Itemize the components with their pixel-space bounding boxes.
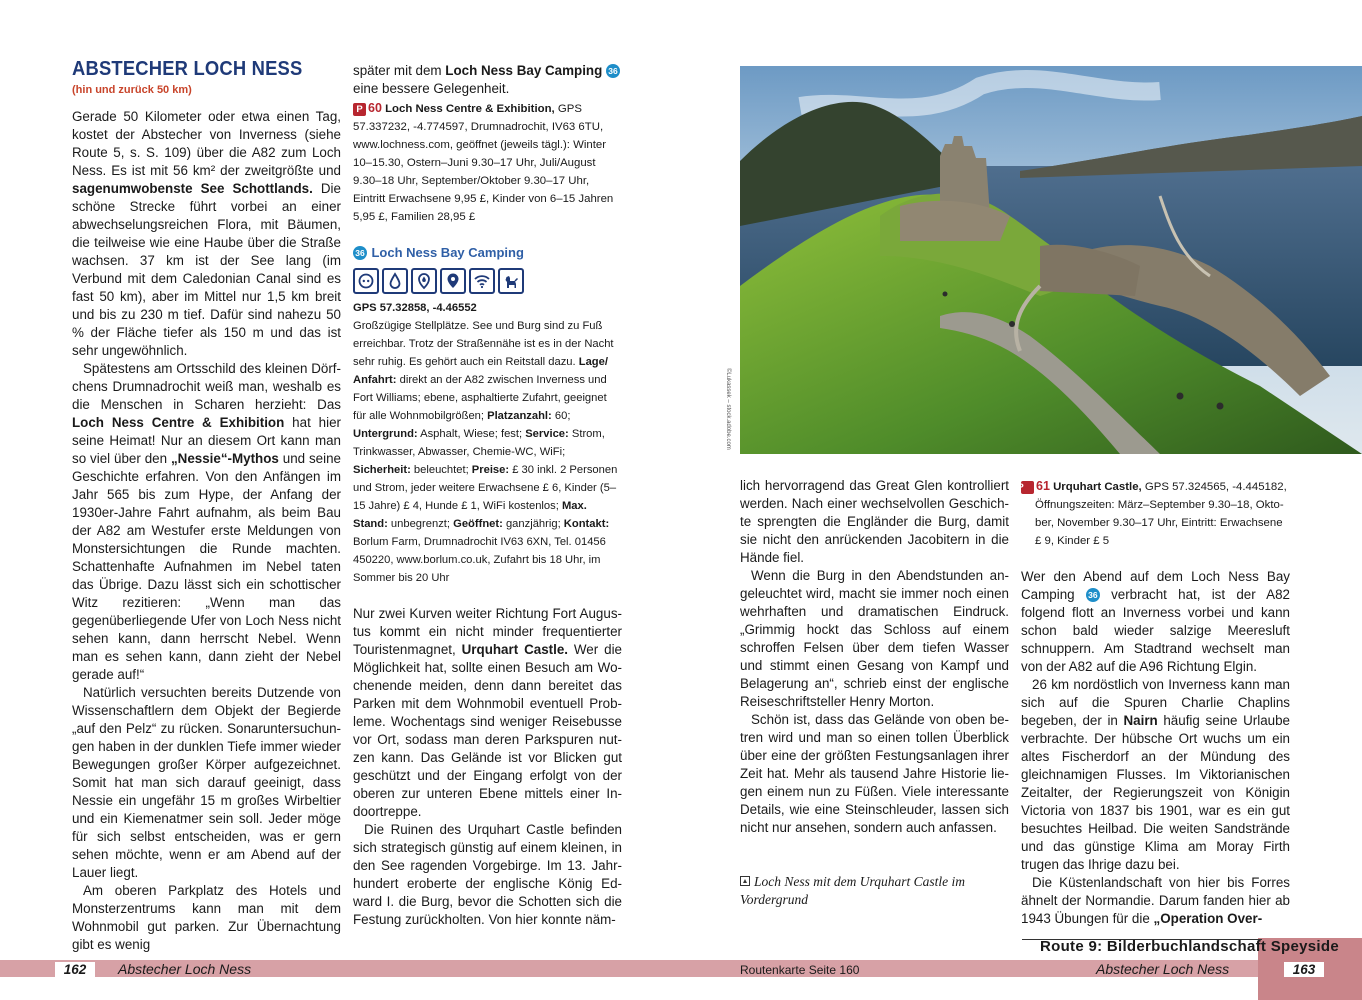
poi-number: 60 xyxy=(368,101,382,115)
photo-caption xyxy=(740,873,980,909)
field-label: Preise: xyxy=(471,464,510,476)
text-run: Wer den Abend auf dem Loch Ness Bay Camping xyxy=(1021,569,1290,602)
bold-text: „Nessie“-Mythos xyxy=(170,451,279,466)
amenity-icons xyxy=(353,268,622,294)
poi-number: 61 xyxy=(1036,479,1050,493)
parking-marker-icon: P xyxy=(1021,481,1034,494)
paragraph xyxy=(1021,676,1290,874)
paragraph: Die Ruinen des Urquhart Castle befinden sich strategisch günstig auf einem kleinen, in den See ragenden Vorgebirge. Im 13. Jahrhundert eroberte der englische König Edward I. die Burg, bevor die Schotten sich die Festung zurückholten. Von hier konnte näm- xyxy=(353,822,622,927)
dog-icon xyxy=(498,268,524,294)
poi-entry-60 xyxy=(353,99,622,226)
field-value: beleuchtet; xyxy=(410,464,472,476)
right-column-1 xyxy=(740,477,1009,837)
field-label: Kontakt: xyxy=(563,518,610,530)
campsite-title: Loch Ness Bay Camping xyxy=(371,245,524,260)
water-icon xyxy=(382,268,408,294)
page-number-left: 162 xyxy=(55,962,95,977)
poi-name: Loch Ness Centre & Exhibition, xyxy=(385,103,555,115)
bold-text: Nairn xyxy=(1123,713,1158,728)
campsite-number-badge: 36 xyxy=(353,246,367,260)
text-run: Spätestens am Ortsschild des kleinen Dörfchens Drumnadrochit weiß man, weshalb es die Menschen in Scharen herzieht: Das xyxy=(72,361,341,412)
caption-arrow-icon xyxy=(740,876,750,886)
text-run: Großzügige Stellplätze. See und Burg sind zu Fuß erreichbar. Trotz der Straßennähe ist es in der Nacht sehr ruhig. Es gehört auch ein Reitstall dazu. xyxy=(353,320,614,368)
column-text xyxy=(1021,568,1290,928)
field-label: Lage/ Anfahrt: xyxy=(353,356,608,386)
text-run: verbracht hat, ist der A82 folgend flott an Inverness vorbei und kann schon bald wieder salzige Meeresluft schnuppern. Am Stadtrand wechselt man von der A82 auf die A96 Richtung Elgin. xyxy=(1021,587,1290,674)
field-label: Geöffnet: xyxy=(453,518,503,530)
campsite-box xyxy=(353,244,622,587)
section-title: ABSTECHER LOCH NESS xyxy=(72,58,303,80)
text-run: Wer die Möglichkeit hat, sollte einen Besuch am Wochenende meiden, denn dann bereitet das Parken mit dem Wohnmobil eventuell Probleme. Wochentags sind weniger Reisebusse vor Ort, sodass man deren Parkspuren nutzen kann. Das Gelände ist vor Blicken gut geschützt und der Eingang erfolgt von der oberen zur unteren Ebene mittels einer Indoortreppe. xyxy=(353,642,622,819)
paragraph xyxy=(72,360,341,684)
column-bottom-text xyxy=(353,605,622,929)
paragraph xyxy=(1021,568,1290,676)
urquhart-castle-photo xyxy=(740,66,1362,454)
field-value: 60; xyxy=(551,410,571,422)
left-column-2 xyxy=(353,62,622,929)
bold-text: „Operation Over- xyxy=(1153,911,1263,926)
campsite-heading xyxy=(353,244,622,262)
paragraph: Natürlich versuchten bereits Dutzende von Wissenschaftlern dem Objekt der Begierde „auf den Pelz“ zu rücken. Sonaruntersuchungen haben in der dunklen Tiefe immer wieder Bewegungen großer Körper aufgezeichnet. Somit hat man sich darauf geeinigt, dass Nessie ein ungefähr 15 m großes Wirbeltier und ein Kiemenatmer sein soll. Jeder möge für sich selbst entscheiden, was er gern sehen möchte, wenn er am Abend auf der Lauer liegt. xyxy=(72,685,341,880)
footer-route-map-ref: Routenkarte Seite 160 xyxy=(740,963,860,977)
wifi-icon xyxy=(469,268,495,294)
paragraph: lich hervorragend das Great Glen kontrolliert werden. Nach einer wechselvollen Geschichte sprengten die Engländer die Burg, damit sie nicht den anrückenden Jacobitern in die Hände fiel. xyxy=(740,478,1009,565)
route-label: Route 9: Bilderbuchlandschaft Speyside xyxy=(1040,938,1339,955)
poi-entry-61 xyxy=(1017,477,1290,550)
campsite-gps: GPS 57.32858, -4.46552 xyxy=(353,302,477,314)
text-run: und seine Geschichte erfahren. Von den Anfängen im Jahr 565 bis zum Hype, der Anfang der 1930er-Jahre Fahrt aufnahm, als beim Bau der A82 am Westufer erste Meldungen von Monstersichtungen die Runde machten. Schattenhafte Aufnahmen im Nebel taten das Übrige. Dazu lässt sich ein schottischer Witz rezitieren: „Wenn man das gegenüberliegende Ufer von Loch Ness nicht sehen kann, dann herrscht Nebel. Wenn man es sehen kann, dann zieht der Nebel gerade auf!“ xyxy=(72,451,341,682)
field-value: unbegrenzt; xyxy=(387,518,454,530)
text-run: eine bessere Gelegenheit. xyxy=(353,81,510,96)
text-run: Gerade 50 Kilometer oder etwa einen Tag, kostet der Abstecher von Inverness (siehe Route 5, s. S. 109) über die A82 zum Loch Ness. Es ist mit 56 km² der zweitgrößte und xyxy=(72,109,341,178)
field-value: Asphalt, Wiese; fest; xyxy=(417,428,526,440)
campsite-details xyxy=(353,299,622,587)
text-run: Die schöne Strecke führt vorbei an einer abwechselungsreichen Flora, mit Bäumen, die teilweise wie eine Haube über die Straße wachsen. 37 km ist der See lang (im Verbund mit dem Caledonian Canal sind es fast 50 km), aber im Mittel nur 1,5 km breit und bis zu 230 m tief. Dafür sind nahezu 50 % der Fläche tiefer als 150 m und das ist sehr ungewöhnlich. xyxy=(72,181,341,358)
field-value: £ 30 inkl. 2 Personen und Strom, jeder weitere Erwachsene £ 6, Kinder (5–15 Jahre) £ 4, Hunde £ 1, WiFi kostenlos; xyxy=(353,464,618,512)
location-pin-icon xyxy=(440,268,466,294)
photo-credit: ©Lukassek – stock.adobe.com xyxy=(725,368,731,450)
campsite-number-badge: 36 xyxy=(1086,588,1100,602)
poi-details: GPS 57.324565, -4.445182, Öffnungszeiten: März–September 9.30–18, Oktober, November 9.30–17 Uhr, Eintritt: Erwachsene £ 9, Kinder £ 5 xyxy=(1035,481,1287,547)
field-value: Borlum Farm, Drumnadrochit IV63 6XN, Tel. 01456 450220, www.borlum.co.uk, Zufahrt bis 18 Uhr, im Sommer bis 20 Uhr xyxy=(353,536,606,584)
footer-section-right: Abstecher Loch Ness xyxy=(1096,961,1230,977)
field-label: Untergrund: xyxy=(353,428,418,440)
column-top-text xyxy=(353,62,622,98)
text-run: hat hier seine Heimat! Nur an diesem Ort kann man so viel über den xyxy=(72,415,341,466)
field-value: direkt an der A82 zwischen Inverness und Fort Williams; ebene, asphaltierte Zufahrt, geeignet für alle Wohnmobilgrößen; xyxy=(353,374,607,422)
bold-text: Urquhart Castle. xyxy=(461,642,568,657)
paragraph xyxy=(1021,874,1290,928)
power-icon xyxy=(353,268,379,294)
field-label: Platzanzahl: xyxy=(487,410,552,422)
paragraph xyxy=(353,605,622,821)
field-label: Sicherheit: xyxy=(353,464,411,476)
field-value: ganzjährig; xyxy=(502,518,564,530)
text-run: Nur zwei Kurven weiter Richtung Fort Augustus kommt ein nicht minder frequentierter Touristenmagnet, xyxy=(353,606,622,657)
paragraph: Wenn die Burg in den Abendstunden angeleuchtet wird, macht sie immer noch einen wehrhaften und dramatischen Eindruck. „Grimmig hockt das Schloss auf einem schroffen Felsen über dem tiefen Wasser und stimmt einen Gesang von Kampf und Belagerung an“, schrieb einst der englische Reiseschriftsteller Henry Morton. xyxy=(740,568,1009,709)
paragraph xyxy=(353,62,622,98)
field-value: Strom, Trinkwasser, Abwasser, Chemie-WC, WiFi; xyxy=(353,428,605,458)
column-text xyxy=(72,108,341,954)
field-label: Max. Stand: xyxy=(353,500,587,530)
text-run: später mit dem xyxy=(353,63,446,78)
column-text xyxy=(740,477,1009,837)
disposal-icon xyxy=(411,268,437,294)
left-column-1 xyxy=(72,58,341,954)
parking-marker-icon: P xyxy=(353,103,366,116)
poi-details: GPS 57.337232, -4.774597, Drumnadrochit, IV63 6TU, www.lochness.com, geöffnet (jeweils tägl.): Winter 10–15.30, Ostern–Juni 9.30–17 Uhr, Juli/August 9.30–18 Uhr, September/Oktober 9.30–17 Uhr, Eintritt Erwachsene 9,95 £, Kinder von 6–15 Jahren 5,95 £, Familien 28,95 £ xyxy=(353,103,614,223)
caption-text: Loch Ness mit dem Urquhart Castle im Vordergrund xyxy=(740,874,966,907)
field-label: Service: xyxy=(525,428,569,440)
poi-name: Urquhart Castle, xyxy=(1053,481,1142,493)
page-number-right: 163 xyxy=(1284,962,1324,977)
paragraph: Schön ist, dass das Gelände von oben betren wird und man so einen tollen Überblick über eine der größten Festungsanlagen ihrer Zeit hat. Mehr als tausend Jahre Historie liegen einem nun zu Füßen. Viele interessante Details, wie eine Steinschleuder, lassen sich nicht nur ansehen, sondern auch anfassen. xyxy=(740,712,1009,835)
bold-text: Loch Ness Centre & Exhibition xyxy=(72,415,285,430)
bold-text: Loch Ness Bay Camping xyxy=(445,63,603,78)
right-column-2 xyxy=(1017,477,1290,928)
paragraph: Am oberen Parkplatz des Hotels und Monsterzentrums kann man mit dem Wohnmobil gut parken. Zur Übernachtung gibt es wenig xyxy=(72,883,341,952)
footer-section-left: Abstecher Loch Ness xyxy=(118,961,252,977)
campsite-number-badge: 36 xyxy=(606,64,620,78)
paragraph xyxy=(72,108,341,360)
bold-text: sagenumwobenste See Schottlands. xyxy=(72,181,313,196)
text-run: häufig seine Urlaube verbrachte. Der hübsche Ort wuchs um ein altes Fischerdorf an der Mündung des gleichnamigen Flusses. Im Viktorianischen Zeitalter, der Regierungszeit von Königin Victoria von 1837 bis 1901, war es ein gut besuchtes Heilbad. Die weiten Sandstrände und das günstige Klima am Moray Firth trugen das Ihrige dazu bei. xyxy=(1021,713,1290,872)
section-subtitle: (hin und zurück 50 km) xyxy=(72,84,192,96)
text-run: 26 km nordöstlich von Inverness kann man sich auf die Spuren Charlie Chaplins begeben, der in xyxy=(1021,677,1290,728)
text-run: Die Küstenlandschaft von hier bis Forres ähnelt der Normandie. Darum fanden hier ab 1943 Übungen für die xyxy=(1021,875,1290,926)
